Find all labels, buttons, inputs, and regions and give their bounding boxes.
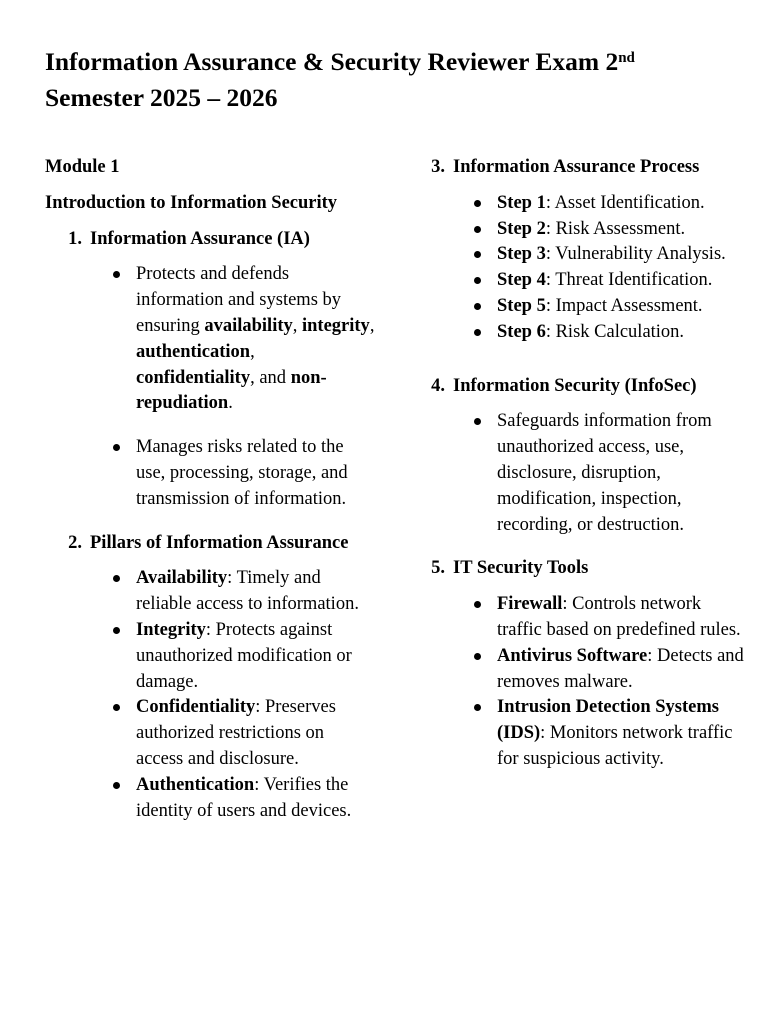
- section-number: 3.: [431, 157, 445, 177]
- bullet-icon: [113, 627, 120, 634]
- bullet-icon: [474, 200, 481, 207]
- section-title: Information Security (InfoSec): [453, 375, 697, 396]
- bullet-list: [408, 409, 748, 538]
- list-item: Intrusion Detection Systems (IDS): Monitors network traffic for suspicious activity.: [408, 695, 748, 772]
- title-superscript: nd: [618, 50, 635, 66]
- section-number: 2.: [68, 532, 82, 553]
- list-item: Step 6: Risk Calculation.: [408, 320, 748, 346]
- bullet-icon: [474, 251, 481, 258]
- bullet-icon: [474, 303, 481, 310]
- section-heading: [45, 531, 375, 557]
- section-information-assurance: [45, 227, 375, 513]
- list-item: Authentication: Verifies the identity of users and devices.: [45, 773, 375, 825]
- list-item: Firewall: Controls network traffic based on predefined rules.: [408, 592, 748, 644]
- title-line2: Semester 2025 – 2026: [45, 83, 278, 112]
- section-pillars: [45, 531, 375, 825]
- list-item: Step 5: Impact Assessment.: [408, 294, 748, 320]
- bullet-icon: [474, 601, 481, 608]
- list-item: Antivirus Software: Detects and removes malware.: [408, 644, 748, 696]
- bullet-icon: [113, 704, 120, 711]
- bullet-icon: [113, 782, 120, 789]
- section-heading: [408, 374, 748, 400]
- bullet-list: [45, 566, 375, 824]
- module-heading: Module 1: [45, 157, 120, 177]
- bullet-icon: [474, 653, 481, 660]
- section-title: IT Security Tools: [453, 558, 589, 579]
- spacer: [45, 417, 375, 435]
- bullet-list: [45, 262, 375, 512]
- intro-heading: Introduction to Information Security: [45, 192, 338, 213]
- list-item: Step 3: Vulnerability Analysis.: [408, 242, 748, 268]
- bullet-list: [408, 191, 748, 346]
- section-it-security-tools: [408, 556, 748, 772]
- title-main: Information Assurance & Security Reviewer Exam 2: [45, 47, 619, 76]
- list-item: Availability: Timely and reliable access to information.: [45, 566, 375, 618]
- section-title: Information Assurance Process: [453, 157, 700, 177]
- section-number: 1.: [68, 228, 82, 249]
- section-heading: [45, 227, 375, 253]
- bullet-icon: [474, 226, 481, 233]
- section-title: Information Assurance (IA): [90, 228, 310, 249]
- bullet-icon: [113, 444, 120, 451]
- list-item: Integrity: Protects against unauthorized modification or damage.: [45, 618, 375, 695]
- section-title: Pillars of Information Assurance: [90, 532, 349, 553]
- bullet-icon: [113, 575, 120, 582]
- bullet-icon: [474, 418, 481, 425]
- list-item: Confidentiality: Preserves authorized restrictions on access and disclosure.: [45, 695, 375, 772]
- list-item: Step 1: Asset Identification.: [408, 191, 748, 217]
- section-ia-process: [408, 155, 748, 346]
- list-item: Step 4: Threat Identification.: [408, 268, 748, 294]
- list-item: Protects and defends information and systems by ensuring availability, integrity, authentication, confidentiality, and non-repudiation.: [45, 262, 375, 417]
- bullet-icon: [474, 704, 481, 711]
- section-number: 5.: [431, 558, 445, 579]
- document-title: [45, 44, 735, 116]
- section-infosec: [408, 374, 748, 539]
- right-column: [408, 155, 748, 773]
- left-column: [45, 155, 375, 824]
- bullet-list: [408, 592, 748, 773]
- section-heading: [408, 556, 748, 582]
- bullet-icon: [113, 271, 120, 278]
- bullet-icon: [474, 277, 481, 284]
- list-item: Safeguards information from unauthorized access, use, disclosure, disruption, modification, inspection, recording, or destruction.: [408, 409, 748, 538]
- list-item: Manages risks related to the use, processing, storage, and transmission of information.: [45, 435, 375, 512]
- section-heading: [408, 155, 748, 181]
- list-item: Step 2: Risk Assessment.: [408, 217, 748, 243]
- bullet-icon: [474, 329, 481, 336]
- section-number: 4.: [431, 375, 445, 396]
